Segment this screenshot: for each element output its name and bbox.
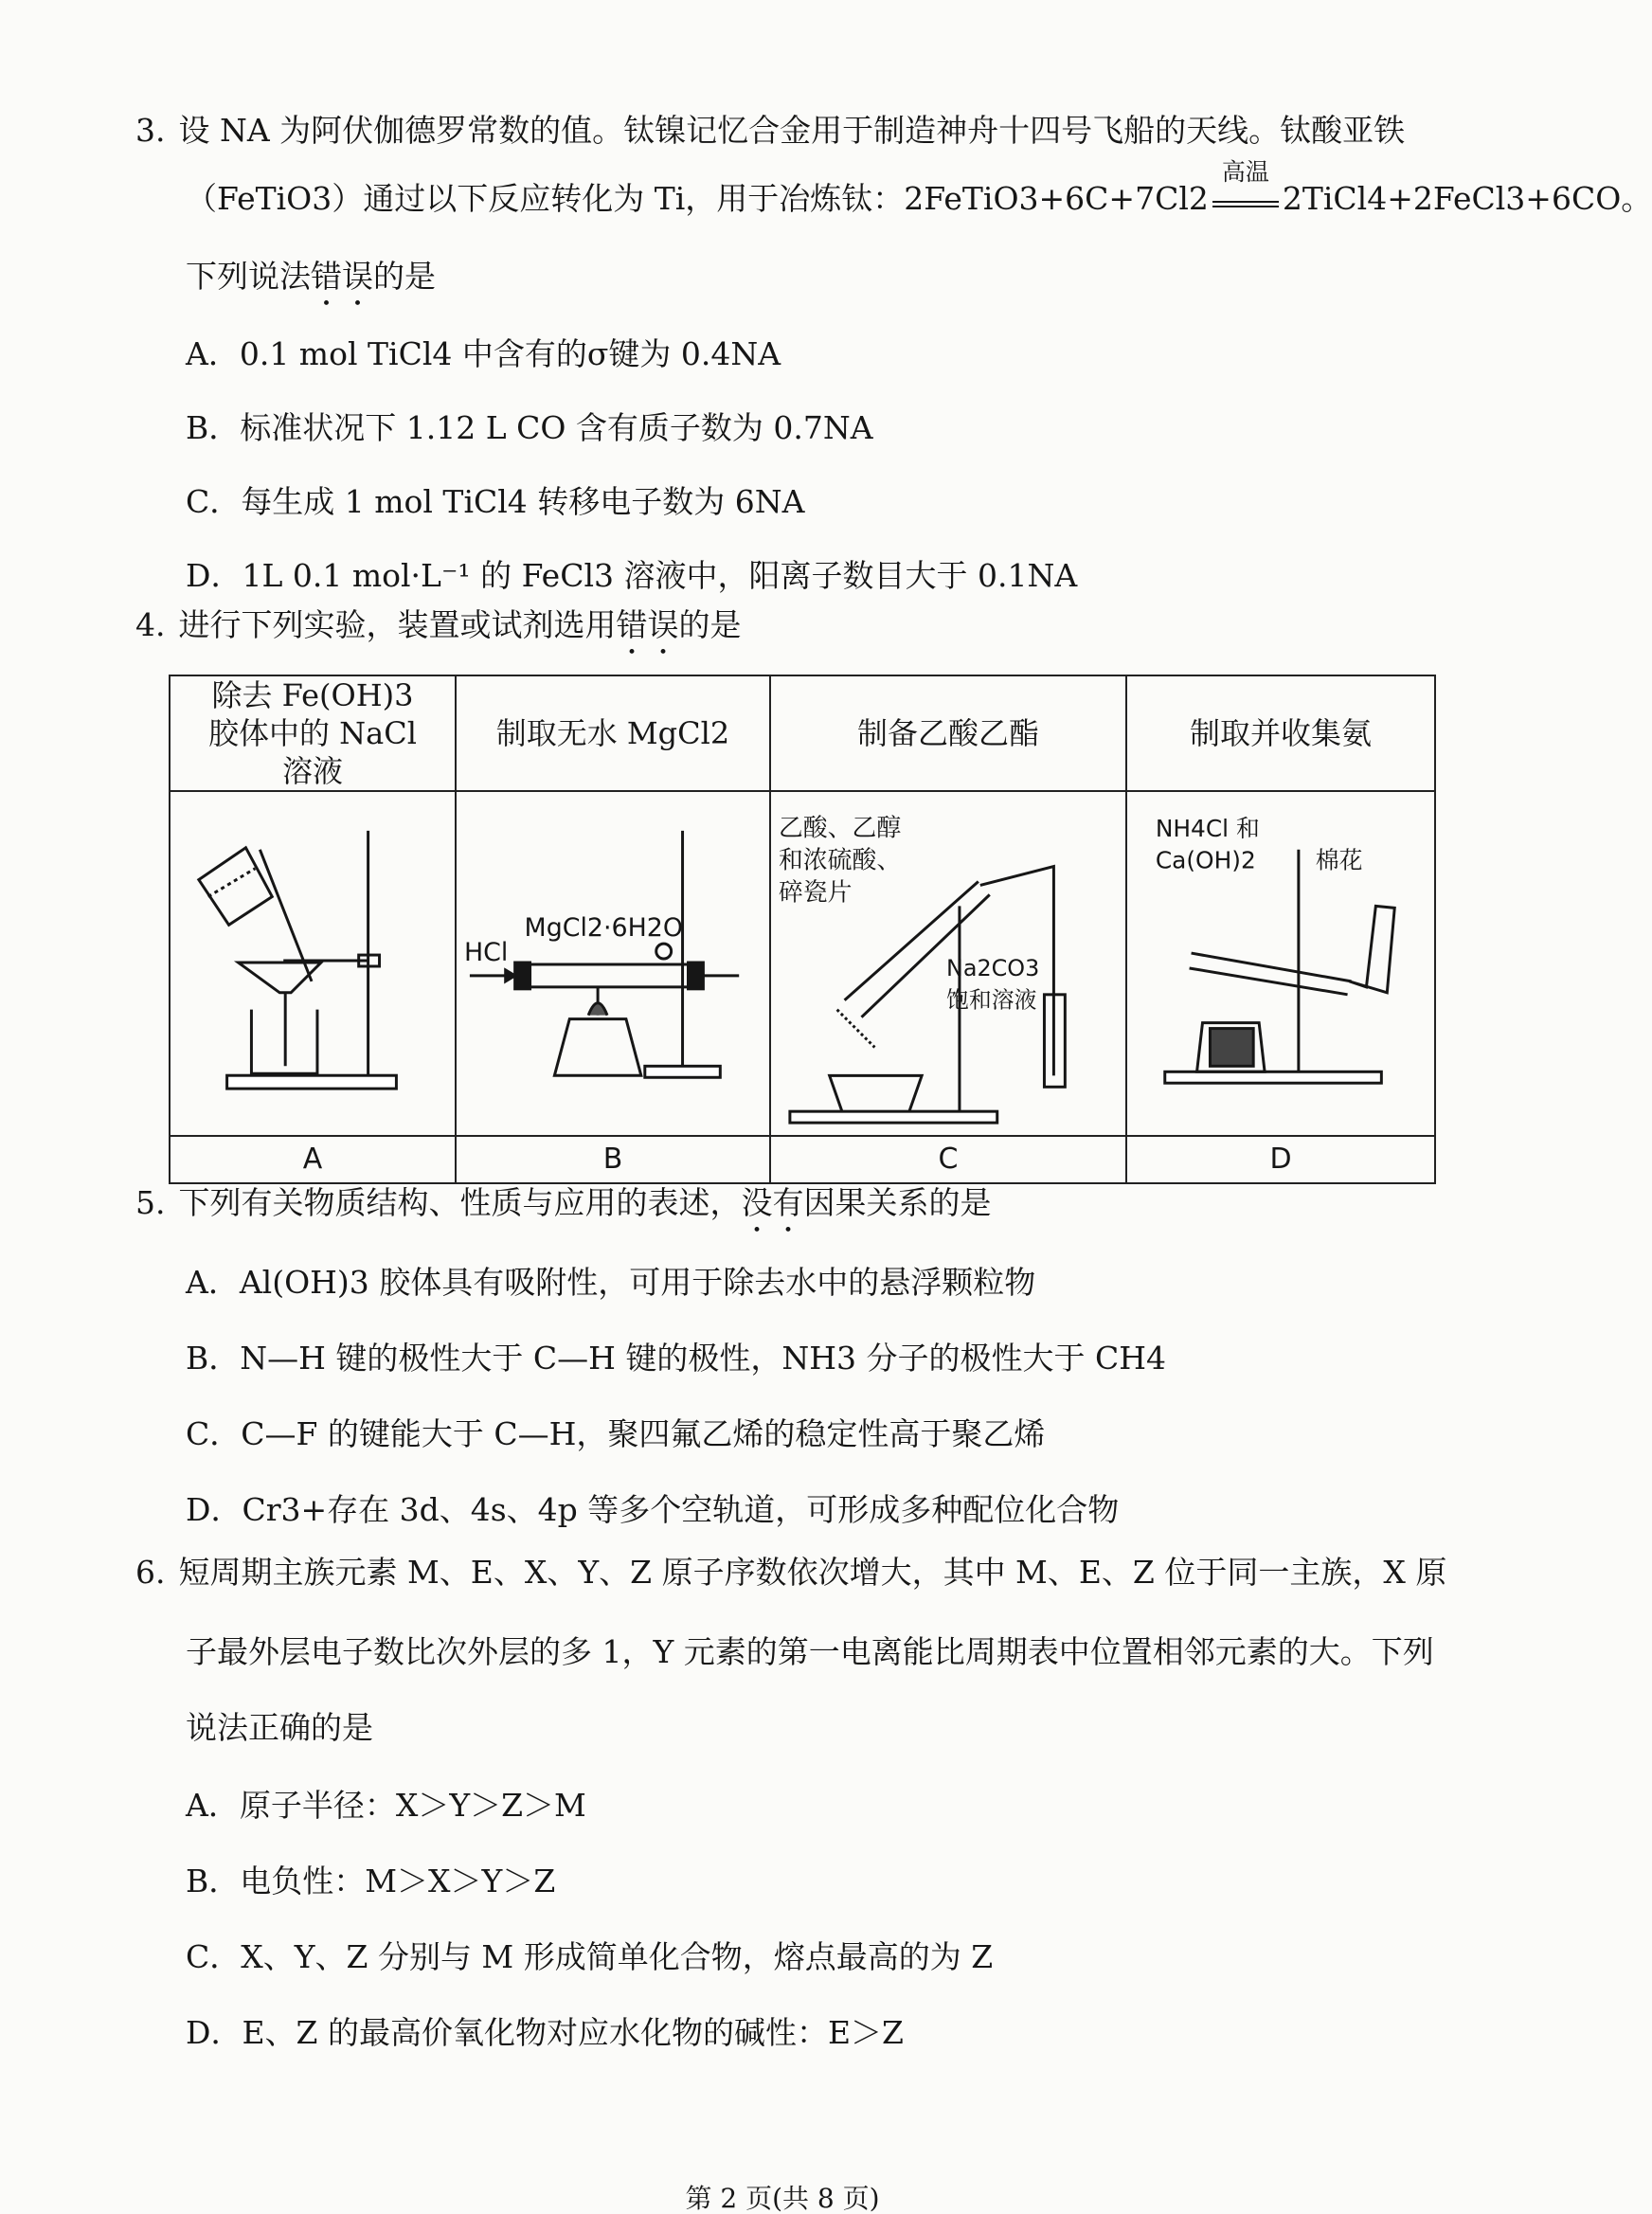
q3-line2	[186, 158, 1652, 218]
header-d: 制取并收集氨	[1126, 675, 1435, 791]
q3-option-d: D．1L 0.1 mol·L⁻¹ 的 FeCl3 溶液中，阳离子数目大于 0.1NA	[186, 557, 1078, 594]
q3-line2-pre: （FeTiO3）通过以下反应转化为 Ti，用于冶炼钛：2FeTiO3+6C+7Cl2	[186, 180, 1209, 217]
diagram-b	[456, 791, 770, 1136]
label-na2co3: Na2CO3	[946, 954, 1040, 981]
diagram-d	[1126, 791, 1435, 1136]
q5-stem-emphasis: 没有	[741, 1184, 804, 1221]
q5-option-c: C．C—F 的键能大于 C—H，聚四氟乙烯的稳定性高于聚乙烯	[186, 1415, 1046, 1452]
heated-test-tube	[1192, 953, 1352, 981]
label-mgcl2-6h2o: MgCl2·6H2O	[524, 913, 683, 944]
q5-stem	[135, 1184, 992, 1240]
pouring-beaker	[199, 848, 272, 925]
label-b: B	[456, 1136, 770, 1183]
label-reagents-2: 和浓硫酸、	[778, 846, 902, 875]
q5-stem-b: 因果关系的是	[803, 1184, 992, 1221]
q5-number: 5.	[135, 1184, 166, 1221]
q6-option-c: C．X、Y、Z 分别与 M 形成简单化合物，熔点最高的为 Z	[186, 1938, 994, 1975]
label-cotton: 棉花	[1315, 846, 1363, 874]
header-a	[170, 675, 456, 791]
header-c: 制备乙酸乙酯	[770, 675, 1126, 791]
q3-stem-a: 下列说法	[186, 258, 311, 295]
funnel	[239, 963, 321, 993]
ammonia-apparatus	[1127, 792, 1434, 1135]
header-b: 制取无水 MgCl2	[456, 675, 770, 791]
stand-base	[227, 1075, 397, 1089]
q4-stem-a: 进行下列实验，装置或试剂选用	[178, 606, 617, 643]
label-a: A	[170, 1136, 456, 1183]
q4-stem-b: 的是	[678, 606, 742, 643]
label-nh4cl: NH4Cl 和	[1155, 814, 1260, 842]
q5-option-d: D．Cr3+存在 3d、4s、4p 等多个空轨道，可形成多种配位化合物	[186, 1491, 1120, 1528]
q3-option-a: A．0.1 mol TiCl4 中含有的σ键为 0.4NA	[186, 335, 781, 372]
q3-option-c: C．每生成 1 mol TiCl4 转移电子数为 6NA	[186, 483, 805, 520]
label-d: D	[1126, 1136, 1435, 1183]
stand-base	[1165, 1071, 1382, 1083]
experiment-table	[169, 675, 1436, 1184]
q4-stem-emphasis: 错误	[616, 606, 679, 643]
q4-number: 4.	[135, 606, 166, 643]
q5-stem-a: 下列有关物质结构、性质与应用的表述，	[178, 1184, 742, 1221]
q3-line2-post: 2TiCl4+2FeCl3+6CO。	[1282, 180, 1652, 217]
q6-line2: 子最外层电子数比次外层的多 1，Y 元素的第一电离能比周期表中位置相邻元素的大。下列	[186, 1633, 1434, 1670]
label-caoh2: Ca(OH)2	[1155, 846, 1256, 874]
q3-stem	[186, 258, 436, 314]
diagram-a	[170, 791, 456, 1136]
q6-option-b: B．电负性：M＞X＞Y＞Z	[186, 1863, 556, 1899]
q3-option-b: B．标准状况下 1.12 L CO 含有质子数为 0.7NA	[186, 409, 873, 446]
stand-base	[645, 1066, 721, 1077]
diagram-c	[770, 791, 1126, 1136]
collecting-tube	[1350, 906, 1395, 992]
q4-stem	[135, 606, 742, 662]
label-reagents-1: 乙酸、乙醇	[778, 814, 902, 843]
q5-option-b: B．N—H 键的极性大于 C—H 键的极性，NH3 分子的极性大于 CH4	[186, 1340, 1167, 1377]
mgcl2-apparatus	[457, 792, 769, 1135]
alcohol-lamp	[830, 1075, 922, 1113]
label-reagents-3: 碎瓷片	[778, 878, 853, 908]
filtration-apparatus	[171, 792, 455, 1135]
q3-line1-text: 设 NA 为阿伏伽德罗常数的值。钛镍记忆合金用于制造神舟十四号飞船的天线。钛酸亚铁	[178, 112, 1406, 149]
label-c: C	[770, 1136, 1126, 1183]
header-a-text: 除去 Fe(OH)3 胶体中的 NaCl 溶液	[208, 677, 417, 789]
alcohol-lamp	[554, 1019, 640, 1076]
q6-option-a: A．原子半径：X＞Y＞Z＞M	[186, 1787, 586, 1824]
label-hcl: HCl	[463, 938, 509, 968]
q6-number: 6.	[135, 1554, 166, 1591]
q6-line1-text: 短周期主族元素 M、E、X、Y、Z 原子序数依次增大，其中 M、E、Z 位于同一主族，X 原	[178, 1554, 1447, 1591]
q6-line1	[135, 1554, 1446, 1592]
q5-option-a: A．Al(OH)3 胶体具有吸附性，可用于除去水中的悬浮颗粒物	[186, 1264, 1036, 1301]
reaction-arrow	[1209, 158, 1283, 218]
reaction-condition: 高温	[1221, 158, 1269, 186]
q3-stem-emphasis: 错误	[311, 258, 373, 295]
q6-option-d: D．E、Z 的最高价氧化物对应水化物的碱性：E＞Z	[186, 2014, 904, 2051]
ester-apparatus	[771, 792, 1125, 1135]
q3-stem-b: 的是	[373, 258, 436, 295]
page-footer: 第 2 页(共 8 页)	[685, 2183, 880, 2214]
q3-number: 3.	[135, 112, 166, 149]
glass-tube	[530, 964, 689, 987]
q6-line3: 说法正确的是	[186, 1709, 373, 1746]
label-saturated-solution: 饱和溶液	[946, 986, 1037, 1014]
q3-line1	[135, 112, 1405, 150]
